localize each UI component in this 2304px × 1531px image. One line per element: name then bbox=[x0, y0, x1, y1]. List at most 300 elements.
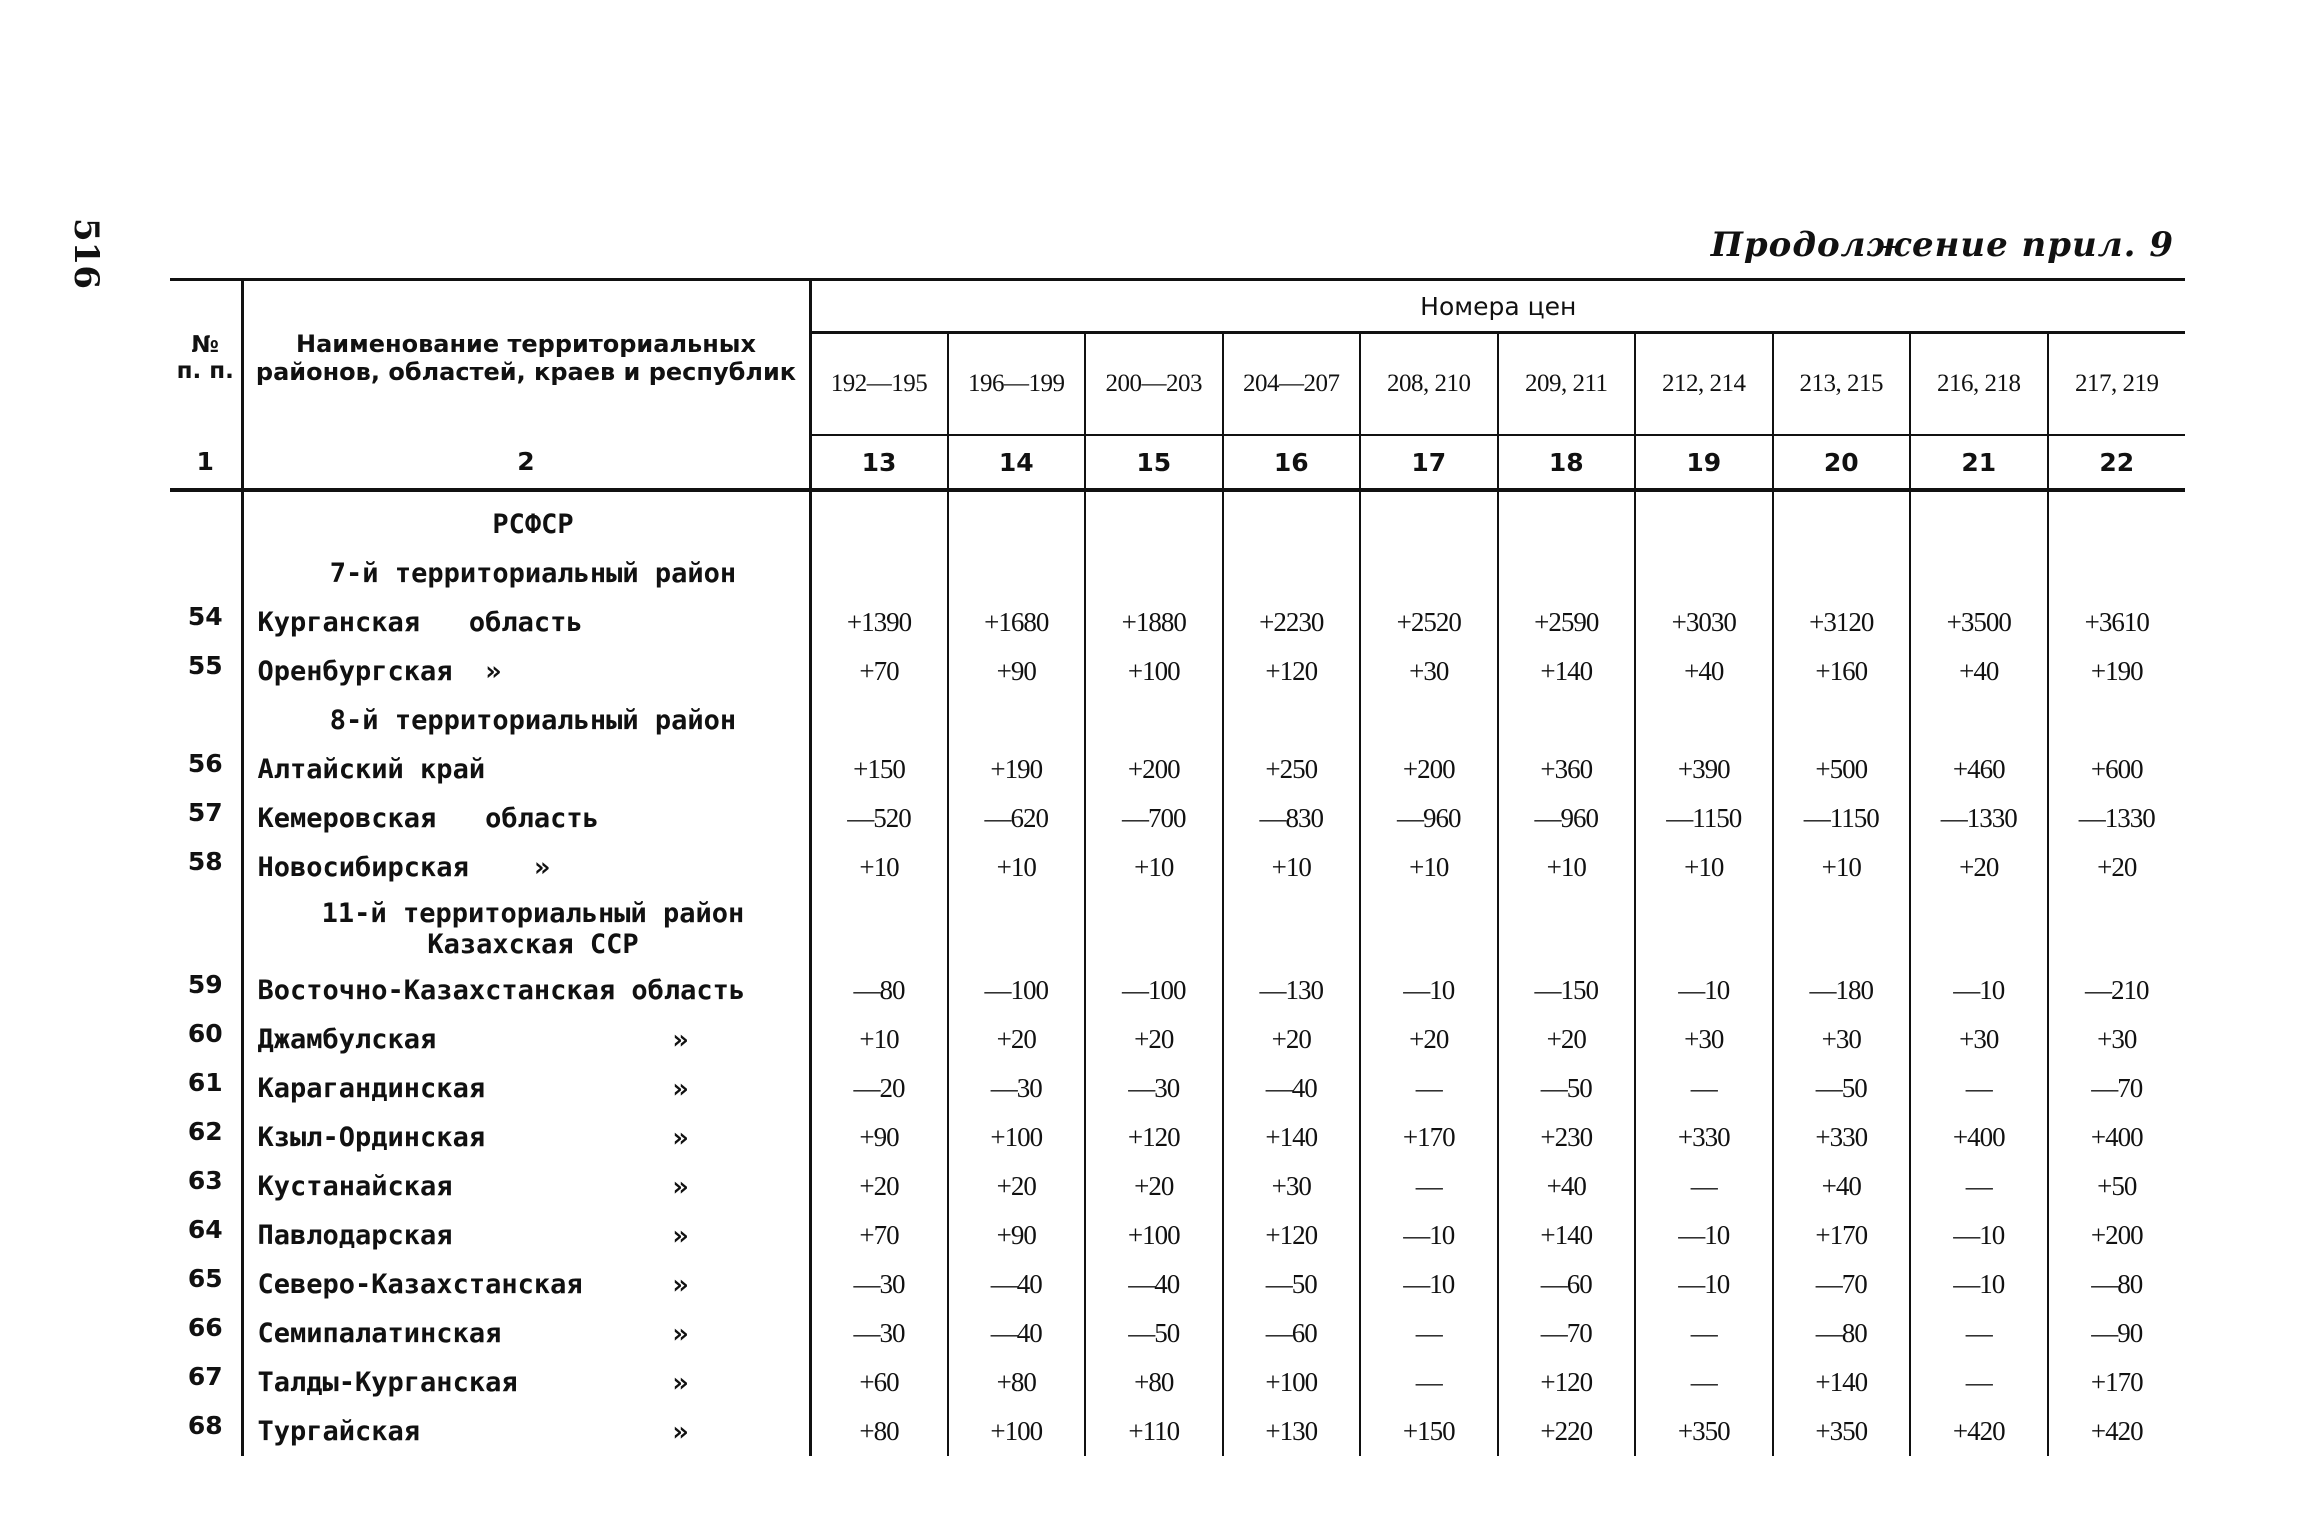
value-cell: +230 bbox=[1498, 1113, 1636, 1162]
empty-cell bbox=[1223, 500, 1361, 549]
value-cell: —1150 bbox=[1635, 794, 1773, 843]
value-cell: +20 bbox=[1360, 1015, 1498, 1064]
value-cell: — bbox=[1635, 1162, 1773, 1211]
value-cell: —620 bbox=[948, 794, 1086, 843]
value-cell: +150 bbox=[1360, 1407, 1498, 1456]
value-cell: — bbox=[1635, 1358, 1773, 1407]
empty-cell bbox=[2048, 549, 2186, 598]
value-cell: —60 bbox=[1223, 1309, 1361, 1358]
section-title bbox=[242, 892, 810, 966]
value-cell: +30 bbox=[1773, 1015, 1911, 1064]
empty-cell bbox=[1910, 549, 2048, 598]
value-cell: +10 bbox=[1635, 843, 1773, 892]
region-name-text: Кемеровская область bbox=[257, 803, 599, 834]
header-range-4: 204—207 bbox=[1223, 333, 1361, 436]
header-index-19: 19 bbox=[1635, 435, 1773, 490]
region-name bbox=[242, 1260, 810, 1309]
value-cell: —10 bbox=[1360, 1211, 1498, 1260]
empty-cell bbox=[1085, 500, 1223, 549]
value-cell: +100 bbox=[1085, 647, 1223, 696]
region-name-text: Северо-Казахстанская bbox=[257, 1269, 583, 1300]
empty-cell bbox=[1910, 892, 2048, 966]
row-number: 54 bbox=[187, 602, 223, 631]
value-cell: —150 bbox=[1498, 966, 1636, 1015]
header-range-6: 209, 211 bbox=[1498, 333, 1636, 436]
ditto-mark: » bbox=[672, 1269, 689, 1300]
row-number: 63 bbox=[187, 1166, 223, 1195]
value-cell: —180 bbox=[1773, 966, 1911, 1015]
empty-cell bbox=[1773, 892, 1911, 966]
value-cell: +1880 bbox=[1085, 598, 1223, 647]
value-cell: +90 bbox=[948, 647, 1086, 696]
ditto-mark: » bbox=[672, 1171, 689, 1202]
price-adjustment-table bbox=[170, 278, 2185, 1456]
value-cell: +30 bbox=[1910, 1015, 2048, 1064]
empty-cell bbox=[2048, 892, 2186, 966]
value-cell: — bbox=[1360, 1358, 1498, 1407]
header-range-10: 217, 219 bbox=[2048, 333, 2186, 436]
value-cell: —50 bbox=[1223, 1260, 1361, 1309]
value-cell: +10 bbox=[1498, 843, 1636, 892]
section-title bbox=[242, 500, 810, 549]
row-number: 68 bbox=[187, 1411, 223, 1440]
region-name-text: Павлодарская bbox=[257, 1220, 453, 1251]
value-cell: +3500 bbox=[1910, 598, 2048, 647]
region-name bbox=[242, 843, 810, 892]
ditto-mark: » bbox=[672, 1024, 689, 1055]
row-number: 58 bbox=[187, 847, 223, 876]
value-cell: +60 bbox=[859, 1367, 899, 1397]
value-cell: +2590 bbox=[1498, 598, 1636, 647]
header-index-17: 17 bbox=[1360, 435, 1498, 490]
header-index-21: 21 bbox=[1910, 435, 2048, 490]
value-cell: — bbox=[1635, 1064, 1773, 1113]
empty-cell bbox=[1910, 696, 2048, 745]
header-region-name: Наименование территориальных районов, областей, краев и республик bbox=[242, 280, 810, 436]
value-cell: +140 bbox=[1223, 1113, 1361, 1162]
empty-cell bbox=[810, 500, 948, 549]
empty-cell bbox=[1498, 892, 1636, 966]
empty-cell bbox=[1773, 500, 1911, 549]
value-cell: —10 bbox=[1635, 966, 1773, 1015]
value-cell: —40 bbox=[1223, 1064, 1361, 1113]
region-name-text: Кустанайская bbox=[257, 1171, 453, 1202]
value-cell: +500 bbox=[1773, 745, 1911, 794]
value-cell: —70 bbox=[2048, 1064, 2186, 1113]
value-cell: +140 bbox=[1773, 1358, 1911, 1407]
value-cell: +170 bbox=[1360, 1113, 1498, 1162]
value-cell: —30 bbox=[853, 1269, 905, 1299]
region-name bbox=[242, 966, 810, 1015]
value-cell: +20 bbox=[948, 1162, 1086, 1211]
value-cell: —10 bbox=[1360, 1260, 1498, 1309]
value-cell: +10 bbox=[1223, 843, 1361, 892]
value-cell: —10 bbox=[1635, 1260, 1773, 1309]
value-cell: +20 bbox=[948, 1015, 1086, 1064]
value-cell: +10 bbox=[1773, 843, 1911, 892]
value-cell: +100 bbox=[1085, 1211, 1223, 1260]
value-cell: +30 bbox=[1360, 647, 1498, 696]
value-cell: +120 bbox=[1223, 647, 1361, 696]
table-row bbox=[170, 1407, 2185, 1456]
value-cell: —80 bbox=[853, 975, 905, 1005]
value-cell: —50 bbox=[1085, 1309, 1223, 1358]
value-cell: +30 bbox=[1223, 1162, 1361, 1211]
header-index-1: 1 bbox=[170, 435, 242, 490]
value-cell: —1330 bbox=[2048, 794, 2186, 843]
value-cell: +600 bbox=[2048, 745, 2186, 794]
value-cell: +40 bbox=[1773, 1162, 1911, 1211]
value-cell: —10 bbox=[1910, 1211, 2048, 1260]
header-index-18: 18 bbox=[1498, 435, 1636, 490]
row-number bbox=[170, 549, 242, 598]
value-cell: +100 bbox=[948, 1113, 1086, 1162]
value-cell: +170 bbox=[2048, 1358, 2186, 1407]
empty-cell bbox=[1910, 500, 2048, 549]
empty-cell bbox=[948, 696, 1086, 745]
table-row bbox=[170, 1015, 2185, 1064]
header-index-22: 22 bbox=[2048, 435, 2186, 490]
row-number bbox=[170, 892, 242, 966]
value-cell: —960 bbox=[1360, 794, 1498, 843]
page-number: 516 bbox=[66, 218, 106, 289]
row-number: 61 bbox=[187, 1068, 223, 1097]
header-index-2: 2 bbox=[242, 435, 810, 490]
value-cell: —90 bbox=[2048, 1309, 2186, 1358]
header-index-14: 14 bbox=[948, 435, 1086, 490]
header-range-8: 213, 215 bbox=[1773, 333, 1911, 436]
value-cell: +420 bbox=[2048, 1407, 2186, 1456]
row-number: 57 bbox=[187, 798, 223, 827]
value-cell: +250 bbox=[1223, 745, 1361, 794]
value-cell: +30 bbox=[2048, 1015, 2186, 1064]
value-cell: +420 bbox=[1910, 1407, 2048, 1456]
value-cell: +400 bbox=[2048, 1113, 2186, 1162]
value-cell: +460 bbox=[1910, 745, 2048, 794]
empty-cell bbox=[1360, 549, 1498, 598]
value-cell: —50 bbox=[1773, 1064, 1911, 1113]
value-cell: —700 bbox=[1085, 794, 1223, 843]
value-cell: +200 bbox=[1360, 745, 1498, 794]
row-number: 65 bbox=[187, 1264, 223, 1293]
value-cell: +20 bbox=[1498, 1015, 1636, 1064]
empty-cell bbox=[1223, 549, 1361, 598]
header-range-5: 208, 210 bbox=[1360, 333, 1498, 436]
value-cell: +390 bbox=[1635, 745, 1773, 794]
value-cell: —10 bbox=[1910, 966, 2048, 1015]
value-cell: +3610 bbox=[2048, 598, 2186, 647]
table-row bbox=[170, 843, 2185, 892]
value-cell: +20 bbox=[1085, 1015, 1223, 1064]
value-cell: +30 bbox=[1635, 1015, 1773, 1064]
region-name-text: Семипалатинская bbox=[257, 1318, 502, 1349]
value-cell: +80 bbox=[948, 1358, 1086, 1407]
row-number: 59 bbox=[187, 970, 223, 999]
empty-cell bbox=[1773, 549, 1911, 598]
empty-cell bbox=[948, 549, 1086, 598]
value-cell: +200 bbox=[2048, 1211, 2186, 1260]
empty-cell bbox=[1635, 696, 1773, 745]
value-cell: —80 bbox=[2048, 1260, 2186, 1309]
value-cell: —70 bbox=[1498, 1309, 1636, 1358]
value-cell: +50 bbox=[2048, 1162, 2186, 1211]
ditto-mark: » bbox=[672, 1220, 689, 1251]
value-cell: +400 bbox=[1910, 1113, 2048, 1162]
table-row bbox=[170, 1162, 2185, 1211]
table-row bbox=[170, 745, 2185, 794]
table-row bbox=[170, 647, 2185, 696]
region-name-text: Талды-Курганская bbox=[257, 1367, 518, 1398]
empty-cell bbox=[1085, 549, 1223, 598]
value-cell: +220 bbox=[1498, 1407, 1636, 1456]
value-cell: +20 bbox=[2048, 843, 2186, 892]
section-title-text: РСФСР bbox=[492, 509, 574, 540]
region-name-text: Кзыл-Ординская bbox=[257, 1122, 486, 1153]
value-cell: — bbox=[1360, 1064, 1498, 1113]
empty-cell bbox=[810, 696, 948, 745]
row-number: 62 bbox=[187, 1117, 223, 1146]
value-cell: +10 bbox=[1085, 843, 1223, 892]
section-title bbox=[242, 696, 810, 745]
value-cell: +10 bbox=[1360, 843, 1498, 892]
region-name bbox=[242, 1309, 810, 1358]
value-cell: +200 bbox=[1085, 745, 1223, 794]
value-cell: +1390 bbox=[846, 607, 912, 637]
value-cell: — bbox=[1910, 1358, 2048, 1407]
value-cell: +10 bbox=[859, 852, 899, 882]
region-name bbox=[242, 1358, 810, 1407]
row-number: 64 bbox=[187, 1215, 223, 1244]
value-cell: +150 bbox=[853, 754, 905, 784]
empty-cell bbox=[1223, 696, 1361, 745]
value-cell: +170 bbox=[1773, 1211, 1911, 1260]
value-cell: +140 bbox=[1498, 647, 1636, 696]
ditto-mark: » bbox=[672, 1122, 689, 1153]
empty-cell bbox=[948, 500, 1086, 549]
region-name-text: Джамбулская bbox=[257, 1024, 437, 1055]
value-cell: +330 bbox=[1773, 1113, 1911, 1162]
value-cell: +120 bbox=[1223, 1211, 1361, 1260]
region-name bbox=[242, 1211, 810, 1260]
section-title-text: 7-й территориальный район bbox=[329, 558, 737, 589]
value-cell: —10 bbox=[1360, 966, 1498, 1015]
value-cell: +140 bbox=[1498, 1211, 1636, 1260]
value-cell: —30 bbox=[1085, 1064, 1223, 1113]
empty-cell bbox=[2048, 500, 2186, 549]
section-title-text: 11-й территориальный район bbox=[321, 898, 745, 929]
region-name-text: Восточно-Казахстанская область bbox=[257, 975, 746, 1006]
value-cell: —70 bbox=[1773, 1260, 1911, 1309]
value-cell: +130 bbox=[1223, 1407, 1361, 1456]
value-cell: +360 bbox=[1498, 745, 1636, 794]
empty-cell bbox=[1635, 500, 1773, 549]
value-cell: —40 bbox=[948, 1309, 1086, 1358]
value-cell: +160 bbox=[1773, 647, 1911, 696]
value-cell: +330 bbox=[1635, 1113, 1773, 1162]
value-cell: +80 bbox=[1085, 1358, 1223, 1407]
value-cell: +120 bbox=[1498, 1358, 1636, 1407]
value-cell: +2230 bbox=[1223, 598, 1361, 647]
value-cell: —960 bbox=[1498, 794, 1636, 843]
value-cell: +1680 bbox=[948, 598, 1086, 647]
section-row bbox=[170, 696, 2185, 745]
value-cell: —50 bbox=[1498, 1064, 1636, 1113]
value-cell: +90 bbox=[859, 1122, 899, 1152]
region-name bbox=[242, 1064, 810, 1113]
header-index-16: 16 bbox=[1223, 435, 1361, 490]
row-number: 60 bbox=[187, 1019, 223, 1048]
region-name bbox=[242, 745, 810, 794]
section-row bbox=[170, 892, 2185, 966]
row-number bbox=[170, 696, 242, 745]
empty-cell bbox=[810, 892, 948, 966]
empty-cell bbox=[810, 549, 948, 598]
header-index-15: 15 bbox=[1085, 435, 1223, 490]
empty-cell bbox=[1498, 500, 1636, 549]
header-range-7: 212, 214 bbox=[1635, 333, 1773, 436]
value-cell: +20 bbox=[1223, 1015, 1361, 1064]
value-cell: —10 bbox=[1910, 1260, 2048, 1309]
value-cell: —30 bbox=[853, 1318, 905, 1348]
empty-cell bbox=[1223, 892, 1361, 966]
section-row bbox=[170, 549, 2185, 598]
region-name-text: Новосибирская » bbox=[257, 852, 551, 883]
ditto-mark: » bbox=[672, 1318, 689, 1349]
ditto-mark: » bbox=[672, 1367, 689, 1398]
value-cell: —830 bbox=[1223, 794, 1361, 843]
value-cell: —1150 bbox=[1773, 794, 1911, 843]
value-cell: +20 bbox=[1910, 843, 2048, 892]
row-number: 67 bbox=[187, 1362, 223, 1391]
value-cell: +70 bbox=[859, 1220, 899, 1250]
empty-cell bbox=[1773, 696, 1911, 745]
value-cell: — bbox=[1360, 1309, 1498, 1358]
region-name bbox=[242, 1113, 810, 1162]
value-cell: +100 bbox=[948, 1407, 1086, 1456]
row-number: 55 bbox=[187, 651, 223, 680]
section-subtitle: Казахская ССР bbox=[427, 929, 639, 960]
section-title-text: 8-й территориальный район bbox=[329, 705, 737, 736]
region-name bbox=[242, 647, 810, 696]
value-cell: +90 bbox=[948, 1211, 1086, 1260]
value-cell: —60 bbox=[1498, 1260, 1636, 1309]
spacer-row bbox=[170, 490, 2185, 500]
table-row bbox=[170, 1309, 2185, 1358]
value-cell: —210 bbox=[2048, 966, 2186, 1015]
value-cell: — bbox=[1360, 1162, 1498, 1211]
value-cell: +20 bbox=[1085, 1162, 1223, 1211]
value-cell: +10 bbox=[859, 1024, 899, 1054]
header-range-3: 200—203 bbox=[1085, 333, 1223, 436]
table-row bbox=[170, 1211, 2185, 1260]
value-cell: +190 bbox=[948, 745, 1086, 794]
table-row bbox=[170, 1260, 2185, 1309]
empty-cell bbox=[1360, 500, 1498, 549]
value-cell: +100 bbox=[1223, 1358, 1361, 1407]
empty-cell bbox=[1498, 549, 1636, 598]
value-cell: +3030 bbox=[1635, 598, 1773, 647]
value-cell: +40 bbox=[1910, 647, 2048, 696]
table-row bbox=[170, 966, 2185, 1015]
value-cell: +2520 bbox=[1360, 598, 1498, 647]
header-index-row bbox=[170, 435, 2185, 490]
value-cell: —100 bbox=[948, 966, 1086, 1015]
value-cell: +350 bbox=[1635, 1407, 1773, 1456]
value-cell: —40 bbox=[948, 1260, 1086, 1309]
empty-cell bbox=[1635, 892, 1773, 966]
region-name bbox=[242, 598, 810, 647]
value-cell: +20 bbox=[859, 1171, 899, 1201]
empty-cell bbox=[1635, 549, 1773, 598]
region-name bbox=[242, 1162, 810, 1211]
value-cell: +10 bbox=[948, 843, 1086, 892]
region-name bbox=[242, 794, 810, 843]
table-row bbox=[170, 794, 2185, 843]
value-cell: —1330 bbox=[1910, 794, 2048, 843]
value-cell: +120 bbox=[1085, 1113, 1223, 1162]
value-cell: —40 bbox=[1085, 1260, 1223, 1309]
header-row-number: № п. п. bbox=[170, 280, 242, 436]
empty-cell bbox=[1360, 696, 1498, 745]
region-name-text: Алтайский край bbox=[257, 754, 486, 785]
header-range-1: 192—195 bbox=[810, 333, 948, 436]
empty-cell bbox=[1085, 696, 1223, 745]
ditto-mark: » bbox=[672, 1073, 689, 1104]
table-row bbox=[170, 1358, 2185, 1407]
table-row bbox=[170, 1113, 2185, 1162]
region-name bbox=[242, 1407, 810, 1456]
row-number: 66 bbox=[187, 1313, 223, 1342]
empty-cell bbox=[1360, 892, 1498, 966]
value-cell: +40 bbox=[1498, 1162, 1636, 1211]
value-cell: +350 bbox=[1773, 1407, 1911, 1456]
region-name-text: Курганская область bbox=[257, 607, 583, 638]
value-cell: — bbox=[1635, 1309, 1773, 1358]
value-cell: +40 bbox=[1635, 647, 1773, 696]
ditto-mark: » bbox=[672, 1416, 689, 1447]
row-number: 56 bbox=[187, 749, 223, 778]
value-cell: — bbox=[1910, 1064, 2048, 1113]
table-row bbox=[170, 1064, 2185, 1113]
empty-cell bbox=[1085, 892, 1223, 966]
value-cell: —80 bbox=[1773, 1309, 1911, 1358]
value-cell: — bbox=[1910, 1162, 2048, 1211]
value-cell: +80 bbox=[859, 1416, 899, 1446]
empty-cell bbox=[2048, 696, 2186, 745]
value-cell: +70 bbox=[859, 656, 899, 686]
value-cell: +190 bbox=[2048, 647, 2186, 696]
header-index-20: 20 bbox=[1773, 435, 1911, 490]
empty-cell bbox=[1498, 696, 1636, 745]
header-index-13: 13 bbox=[810, 435, 948, 490]
region-name-text: Тургайская bbox=[257, 1416, 421, 1447]
region-name-text: Оренбургская » bbox=[257, 656, 502, 687]
row-number bbox=[170, 500, 242, 549]
value-cell: —20 bbox=[853, 1073, 905, 1103]
value-cell: — bbox=[1910, 1309, 2048, 1358]
value-cell: —10 bbox=[1635, 1211, 1773, 1260]
value-cell: +3120 bbox=[1773, 598, 1911, 647]
empty-cell bbox=[948, 892, 1086, 966]
section-row bbox=[170, 500, 2185, 549]
header-price-numbers: Номера цен bbox=[810, 280, 2185, 333]
header-range-9: 216, 218 bbox=[1910, 333, 2048, 436]
value-cell: —30 bbox=[948, 1064, 1086, 1113]
header-range-2: 196—199 bbox=[948, 333, 1086, 436]
value-cell: —100 bbox=[1085, 966, 1223, 1015]
value-cell: +110 bbox=[1085, 1407, 1223, 1456]
value-cell: —130 bbox=[1223, 966, 1361, 1015]
